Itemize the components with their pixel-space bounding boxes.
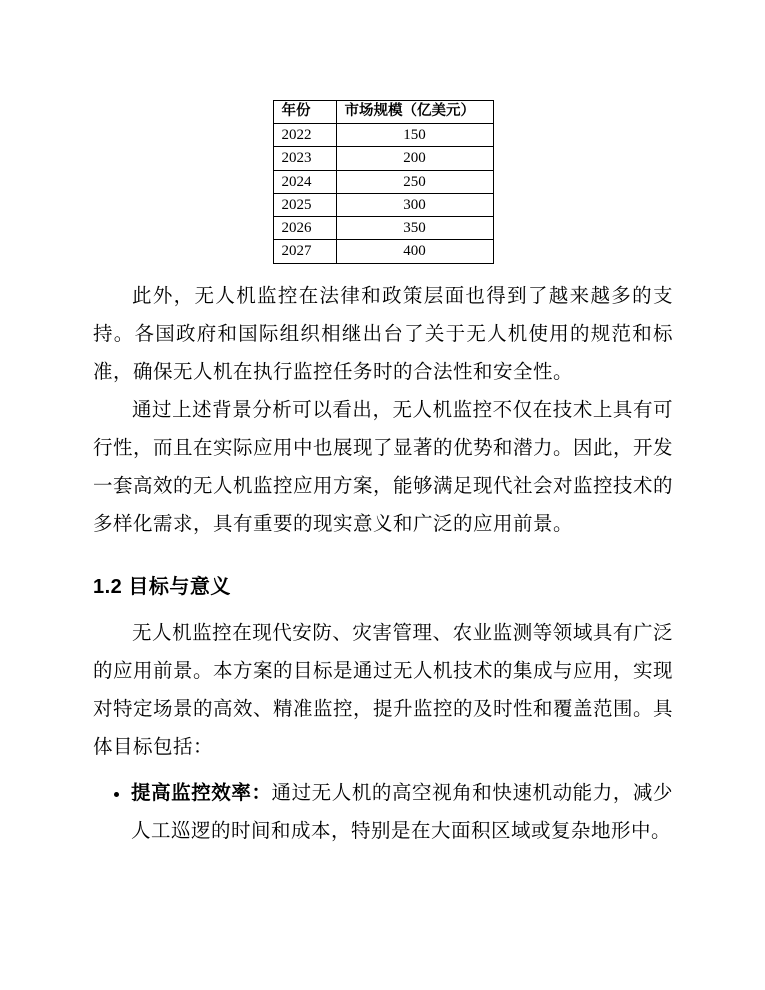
year-cell: 2024 xyxy=(273,170,336,193)
table-header-row xyxy=(273,101,493,124)
section-heading-1-2: 1.2 目标与意义 xyxy=(93,575,231,598)
paragraph-goals-intro: 无人机监控在现代安防、灾害管理、农业监测等领域具有广泛的应用前景。本方案的目标是通过无人机技术的集成与应用，实现对特定场景的高效、精准监控，提升监控的及时性和覆盖范围。具体目标包括： xyxy=(93,622,674,758)
table-row xyxy=(273,170,493,193)
table-row xyxy=(273,193,493,216)
value-cell: 400 xyxy=(336,240,493,263)
year-cell: 2022 xyxy=(273,124,336,147)
goal-text: 通过无人机的高空视角和快速机动能力，减少人工巡逻的时间和成本，特别是在大面积区域或复杂地形中。 xyxy=(131,782,673,842)
table-body xyxy=(273,124,493,264)
col-header-year: 年份 xyxy=(273,101,336,124)
market-size-table xyxy=(273,100,494,264)
year-cell: 2027 xyxy=(273,240,336,263)
table-row xyxy=(273,124,493,147)
value-cell: 350 xyxy=(336,217,493,240)
year-cell: 2025 xyxy=(273,193,336,216)
paragraph-background-analysis: 通过上述背景分析可以看出，无人机监控不仅在技术上具有可行性，而且在实际应用中也展现了显著的优势和潜力。因此，开发一套高效的无人机监控应用方案，能够满足现代社会对监控技术的多样化需求，具有重要的现实意义和广泛的应用前景。 xyxy=(93,399,674,535)
value-cell: 300 xyxy=(336,193,493,216)
value-cell: 200 xyxy=(336,147,493,170)
year-cell: 2026 xyxy=(273,217,336,240)
table-row xyxy=(273,147,493,170)
year-cell: 2023 xyxy=(273,147,336,170)
market-size-table-wrap xyxy=(93,100,673,264)
table-row xyxy=(273,217,493,240)
col-header-market-size: 市场规模（亿美元） xyxy=(336,101,493,124)
value-cell: 150 xyxy=(336,124,493,147)
value-cell: 250 xyxy=(336,170,493,193)
table-row xyxy=(273,240,493,263)
goal-list-item xyxy=(131,775,673,851)
document-content xyxy=(93,100,673,851)
paragraph-legal-policy: 此外，无人机监控在法律和政策层面也得到了越来越多的支持。各国政府和国际组织相继出台了关于无人机使用的规范和标准，确保无人机在执行监控任务时的合法性和安全性。 xyxy=(93,285,673,383)
goal-list xyxy=(93,775,673,851)
goal-label: 提高监控效率： xyxy=(131,782,272,804)
table-header xyxy=(273,101,493,124)
